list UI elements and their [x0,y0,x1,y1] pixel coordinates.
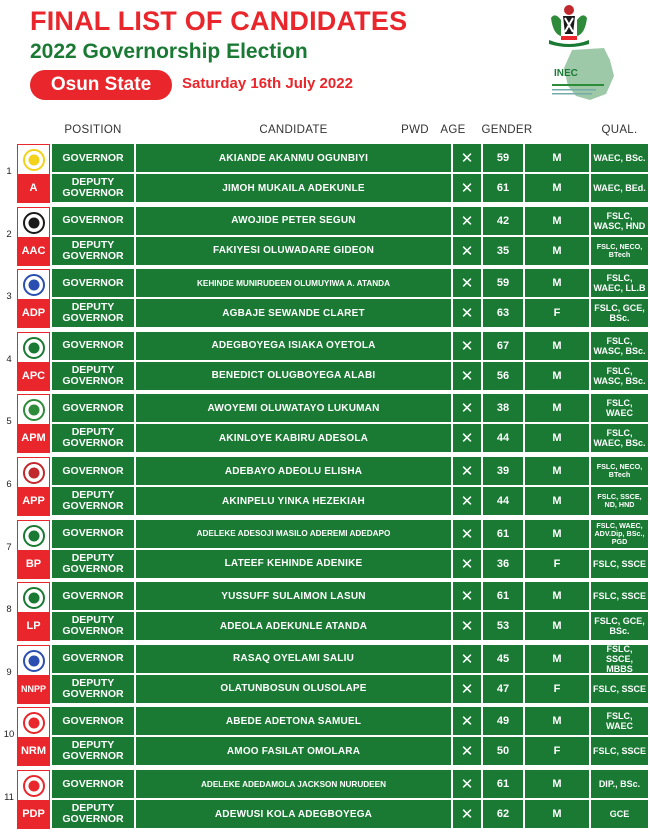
age-cell: 59 [483,144,523,172]
qualification-cell: FSLC, SSCE [591,737,648,765]
party-logo-icon [22,711,46,735]
deputy-row [52,550,648,578]
candidate-name: ADEGBOYEGA ISIAKA OYETOLA [136,332,451,360]
gender-cell: M [525,707,589,735]
pwd-mark: ✕ [453,612,481,640]
age-cell: 42 [483,207,523,235]
candidate-name: BENEDICT OLUGBOYEGA ALABI [136,362,451,390]
party-index: 8 [6,604,12,616]
party-abbreviation: BP [18,550,49,578]
gender-cell: M [525,770,589,798]
gender-cell: M [525,174,589,202]
position-cell: DEPUTY GOVERNOR [52,424,134,452]
age-cell: 47 [483,675,523,703]
governor-row [52,144,648,172]
pwd-mark: ✕ [453,332,481,360]
governor-row [52,520,648,548]
inec-label: INEC [554,68,578,79]
position-cell: GOVERNOR [52,332,134,360]
position-cell: GOVERNOR [52,707,134,735]
position-cell: DEPUTY GOVERNOR [52,612,134,640]
age-cell: 36 [483,550,523,578]
qualification-cell: FSLC, WAEC, BSc. [591,424,648,452]
qualification-cell: FSLC, SSCE, ND, HND [591,487,648,515]
party-logo-icon [22,336,46,360]
age-cell: 61 [483,174,523,202]
candidate-name: AGBAJE SEWANDE CLARET [136,299,451,327]
pwd-mark: ✕ [453,645,481,673]
gender-cell: M [525,332,589,360]
qualification-cell: FSLC, GCE, BSc. [591,612,648,640]
deputy-row [52,299,648,327]
deputy-row [52,237,648,265]
party-badge [17,394,50,453]
age-cell: 53 [483,612,523,640]
pwd-mark: ✕ [453,550,481,578]
party-index: 6 [6,479,12,490]
candidate-name: AKIANDE AKANMU OGUNBIYI [136,144,451,172]
position-cell: GOVERNOR [52,457,134,485]
qualification-cell: FSLC, SSCE, MBBS [591,645,648,673]
party-index: 5 [6,416,12,428]
deputy-row [52,800,648,828]
deputy-row [52,675,648,703]
party-group [0,144,650,204]
qualification-cell: FSLC, SSCE [591,550,648,578]
col-header-gender: GENDER [481,124,533,136]
age-cell: 67 [483,332,523,360]
candidate-name: AWOYEMI OLUWATAYO LUKUMAN [136,394,451,422]
candidate-name: OLATUNBOSUN OLUSOLAPE [136,675,451,703]
party-group [0,582,650,642]
party-logo-icon [22,273,46,297]
inec-logo-icon [538,46,618,104]
party-group [0,520,650,580]
candidate-name: JIMOH MUKAILA ADEKUNLE [136,174,451,202]
party-logo-icon [22,524,46,548]
qualification-cell: FSLC, NECO, BTech [591,237,648,265]
candidate-name: YUSSUFF SULAIMON LASUN [136,582,451,610]
deputy-row [52,362,648,390]
party-badge [17,457,50,516]
pwd-mark: ✕ [453,144,481,172]
party-index: 4 [6,353,12,365]
deputy-row [52,424,648,452]
election-date: Saturday 16th July 2022 [182,75,353,92]
gender-cell: M [525,612,589,640]
qualification-cell: FSLC, WASC, BSc. [591,362,648,390]
party-logo-icon [22,774,46,798]
governor-row [52,269,648,297]
pwd-mark: ✕ [453,675,481,703]
party-abbreviation: NRM [18,737,49,765]
qualification-cell: GCE [591,800,648,828]
position-cell: DEPUTY GOVERNOR [52,737,134,765]
gender-cell: M [525,800,589,828]
state-badge: Osun State [30,70,172,100]
deputy-row [52,487,648,515]
party-abbreviation: LP [18,612,49,640]
party-badge [17,770,50,829]
pwd-mark: ✕ [453,207,481,235]
page-subtitle: 2022 Governorship Election [30,40,308,63]
party-logo-icon [22,211,46,235]
gender-cell: F [525,299,589,327]
candidate-name: RASAQ OYELAMI SALIU [136,645,451,673]
age-cell: 61 [483,770,523,798]
gender-cell: F [525,550,589,578]
qualification-cell: FSLC, WASC, HND [591,207,648,235]
position-cell: DEPUTY GOVERNOR [52,675,134,703]
qualification-cell: FSLC, WAEC, LL.B [591,269,648,297]
pwd-mark: ✕ [453,707,481,735]
pwd-mark: ✕ [453,362,481,390]
party-abbreviation: PDP [18,800,49,828]
age-cell: 61 [483,520,523,548]
party-index: 11 [4,792,14,803]
position-cell: DEPUTY GOVERNOR [52,174,134,202]
qualification-cell: DIP., BSc. [591,770,648,798]
col-header-qual: QUAL. [601,124,638,136]
col-header-age: AGE [440,124,466,136]
position-cell: DEPUTY GOVERNOR [52,362,134,390]
party-index: 3 [6,291,12,303]
qualification-cell: FSLC, SSCE [591,582,648,610]
party-abbreviation: A [18,174,49,202]
candidate-name: AKINLOYE KABIRU ADESOLA [136,424,451,452]
deputy-row [52,737,648,765]
party-logo-icon [22,586,46,610]
pwd-mark: ✕ [453,582,481,610]
age-cell: 62 [483,800,523,828]
position-cell: DEPUTY GOVERNOR [52,299,134,327]
candidate-name: ABEDE ADETONA SAMUEL [136,707,451,735]
party-badge [17,520,50,579]
party-logo-icon [22,148,46,172]
age-cell: 44 [483,487,523,515]
party-badge [17,645,50,704]
candidate-name: LATEEF KEHINDE ADENIKE [136,550,451,578]
pwd-mark: ✕ [453,299,481,327]
governor-row [52,645,648,673]
gender-cell: M [525,487,589,515]
age-cell: 63 [483,299,523,327]
party-group [0,394,650,454]
position-cell: DEPUTY GOVERNOR [52,487,134,515]
gender-cell: F [525,737,589,765]
gender-cell: M [525,394,589,422]
party-badge [17,332,50,391]
party-abbreviation: AAC [18,237,49,265]
age-cell: 44 [483,424,523,452]
age-cell: 61 [483,582,523,610]
pwd-mark: ✕ [453,394,481,422]
pwd-mark: ✕ [453,237,481,265]
page-title: FINAL LIST OF CANDIDATES [30,6,408,36]
col-header-position: POSITION [64,124,122,136]
party-group [0,457,650,517]
age-cell: 39 [483,457,523,485]
candidate-name: AKINPELU YINKA HEZEKIAH [136,487,451,515]
party-index: 2 [6,228,12,240]
position-cell: GOVERNOR [52,144,134,172]
party-logo-icon [22,649,46,673]
position-cell: GOVERNOR [52,269,134,297]
governor-row [52,582,648,610]
candidate-name: AWOJIDE PETER SEGUN [136,207,451,235]
pwd-mark: ✕ [453,520,481,548]
candidate-name: FAKIYESI OLUWADARE GIDEON [136,237,451,265]
gender-cell: M [525,362,589,390]
party-abbreviation: NNPP [18,675,49,703]
party-badge [17,269,50,328]
party-index: 1 [6,166,12,177]
party-group [0,707,650,767]
candidate-name: ADELEKE ADESOJI MASILO ADEREMI ADEDAPO [136,520,451,548]
gender-cell: M [525,457,589,485]
pwd-mark: ✕ [453,174,481,202]
position-cell: DEPUTY GOVERNOR [52,800,134,828]
governor-row [52,707,648,735]
candidate-name: AMOO FASILAT OMOLARA [136,737,451,765]
party-abbreviation: APM [18,424,49,452]
age-cell: 56 [483,362,523,390]
qualification-cell: WAEC, BSc. [591,144,648,172]
age-cell: 50 [483,737,523,765]
qualification-cell: FSLC, WAEC [591,707,648,735]
pwd-mark: ✕ [453,487,481,515]
party-group [0,770,650,830]
party-index: 9 [6,666,12,678]
position-cell: DEPUTY GOVERNOR [52,237,134,265]
deputy-row [52,174,648,202]
qualification-cell: FSLC, SSCE [591,675,648,703]
governor-row [52,457,648,485]
party-index: 10 [3,729,15,741]
age-cell: 49 [483,707,523,735]
party-group [0,207,650,267]
party-abbreviation: APC [18,362,49,390]
party-abbreviation: APP [18,487,49,515]
candidate-name: ADELEKE ADEDAMOLA JACKSON NURUDEEN [136,770,451,798]
governor-row [52,770,648,798]
candidate-name: ADEBAYO ADEOLU ELISHA [136,457,451,485]
pwd-mark: ✕ [453,800,481,828]
governor-row [52,207,648,235]
position-cell: GOVERNOR [52,207,134,235]
party-logo-icon [22,398,46,422]
position-cell: GOVERNOR [52,394,134,422]
deputy-row [52,612,648,640]
pwd-mark: ✕ [453,770,481,798]
party-group [0,269,650,329]
party-badge [17,582,50,641]
candidate-name: KEHINDE MUNIRUDEEN OLUMUYIWA A. ATANDA [136,269,451,297]
candidate-name: ADEWUSI KOLA ADEGBOYEGA [136,800,451,828]
governor-row [52,332,648,360]
party-group [0,332,650,392]
gender-cell: M [525,645,589,673]
gender-cell: M [525,269,589,297]
pwd-mark: ✕ [453,424,481,452]
party-index: 7 [6,541,12,553]
party-badge [17,207,50,266]
gender-cell: F [525,675,589,703]
gender-cell: M [525,520,589,548]
pwd-mark: ✕ [453,269,481,297]
age-cell: 59 [483,269,523,297]
party-badge [17,144,50,203]
party-badge [17,707,50,766]
qualification-cell: FSLC, WASC, BSc. [591,332,648,360]
position-cell: GOVERNOR [52,582,134,610]
position-cell: GOVERNOR [52,770,134,798]
col-header-candidate: CANDIDATE [259,124,328,136]
governor-row [52,394,648,422]
gender-cell: M [525,237,589,265]
position-cell: DEPUTY GOVERNOR [52,550,134,578]
party-group [0,645,650,705]
gender-cell: M [525,207,589,235]
position-cell: GOVERNOR [52,520,134,548]
gender-cell: M [525,582,589,610]
party-logo-icon [22,461,46,485]
candidate-name: ADEOLA ADEKUNLE ATANDA [136,612,451,640]
pwd-mark: ✕ [453,737,481,765]
age-cell: 45 [483,645,523,673]
party-abbreviation: ADP [18,299,49,327]
col-header-pwd: PWD [401,124,429,136]
qualification-cell: FSLC, WAEC, ADV.Dip, BSc., PGD [591,520,648,548]
age-cell: 35 [483,237,523,265]
position-cell: GOVERNOR [52,645,134,673]
gender-cell: M [525,144,589,172]
qualification-cell: FSLC, NECO, BTech [591,457,648,485]
qualification-cell: FSLC, GCE, BSc. [591,299,648,327]
nigeria-coat-of-arms-icon [543,2,595,48]
age-cell: 38 [483,394,523,422]
pwd-mark: ✕ [453,457,481,485]
qualification-cell: WAEC, BEd. [591,174,648,202]
qualification-cell: FSLC, WAEC [591,394,648,422]
gender-cell: M [525,424,589,452]
